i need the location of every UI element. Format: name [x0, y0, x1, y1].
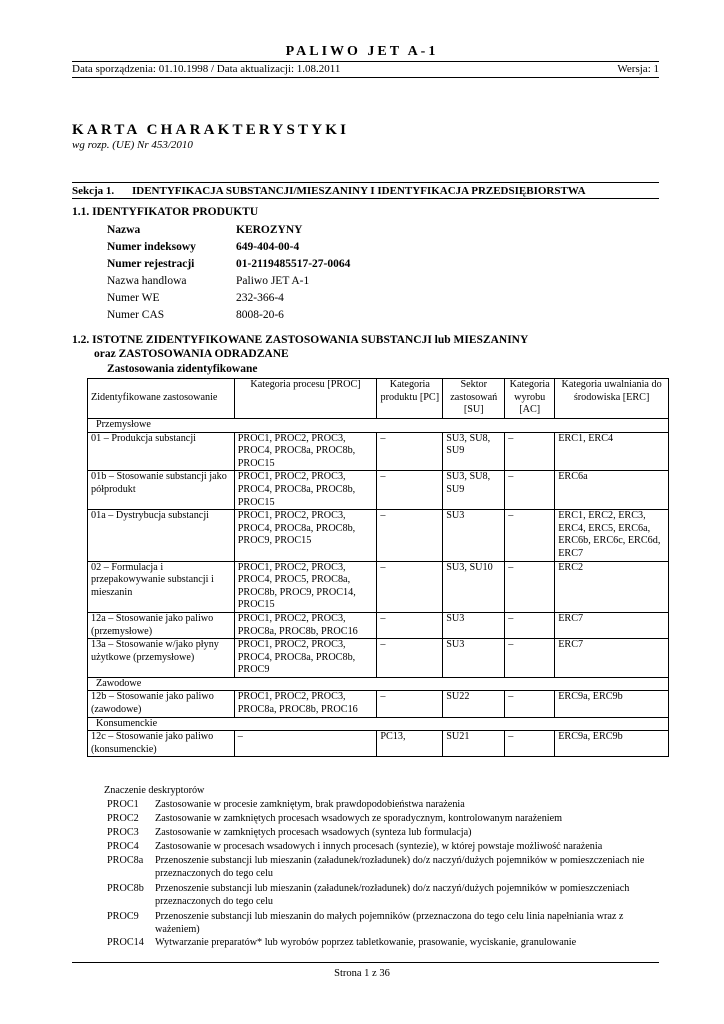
cell-erc: ERC9a, ERC9b: [555, 731, 669, 757]
table-group-row: [88, 419, 669, 433]
descriptor-code: PROC8a: [107, 855, 144, 866]
cell-pc: PC13,: [377, 731, 443, 757]
cell-ac: –: [505, 731, 555, 757]
cell-use: 12b – Stosowanie jako paliwo (zawodowe): [88, 691, 235, 717]
descriptor-code: PROC8b: [107, 883, 144, 894]
column-header-erc: Kategoria uwalniania do środowiska [ERC]: [555, 379, 669, 419]
document-version: Wersja: 1: [617, 63, 659, 75]
identifier-value: 232-366-4: [236, 292, 284, 304]
column-header-ac: Kategoria wyrobu [AC]: [505, 379, 555, 419]
table-row: [88, 471, 669, 510]
cell-erc: ERC9a, ERC9b: [555, 691, 669, 717]
page-number: Strona 1 z 36: [334, 968, 390, 979]
identifier-value: 01-2119485517-27-0064: [236, 258, 351, 270]
section-number: Sekcja 1.: [72, 185, 115, 197]
cell-ac: –: [505, 510, 555, 561]
cell-proc: PROC1, PROC2, PROC3, PROC8a, PROC8b, PROC16: [234, 612, 377, 638]
cell-ac: –: [505, 639, 555, 678]
identifier-heading: 1.1. IDENTYFIKATOR PRODUKTU: [72, 206, 259, 218]
section-heading: [72, 185, 659, 197]
cell-pc: –: [377, 510, 443, 561]
column-header-proc: Kategoria procesu [PROC]: [234, 379, 377, 419]
table-row: [88, 510, 669, 561]
cell-pc: –: [377, 561, 443, 612]
identifier-label: Nazwa: [107, 224, 141, 236]
cell-su: SU3, SU10: [443, 561, 505, 612]
cell-proc: –: [234, 731, 377, 757]
cell-ac: –: [505, 561, 555, 612]
descriptor-text: Przenoszenie substancji lub mieszanin (załadunek/rozładunek) do/z naczyń/dużych pojemników w pomieszczeniach nie przeznaczonych do tego celu: [155, 855, 645, 879]
document-meta: [72, 63, 659, 75]
identifier-value: 649-404-00-4: [236, 241, 300, 253]
descriptor-code: PROC2: [107, 813, 139, 824]
cell-use: 13a – Stosowanie w/jako płyny użytkowe (przemysłowe): [88, 639, 235, 678]
descriptor-text: Przenoszenie substancji lub mieszanin (załadunek/rozładunek) do/z naczyń/dużych pojemników w pomieszczeniach przeznaczonych do tego celu: [155, 883, 630, 907]
descriptor-code: PROC14: [107, 937, 144, 948]
cell-proc: PROC1, PROC2, PROC3, PROC4, PROC8a, PROC8b, PROC15: [234, 471, 377, 510]
table-row: [88, 561, 669, 612]
group-label: Przemysłowe: [88, 419, 669, 433]
cell-erc: ERC7: [555, 639, 669, 678]
identifier-label: Nazwa handlowa: [107, 275, 187, 287]
identifier-label: Numer CAS: [107, 309, 165, 321]
table-group-row: [88, 677, 669, 691]
cell-use: 12c – Stosowanie jako paliwo (konsumenckie): [88, 731, 235, 757]
cell-use: 12a – Stosowanie jako paliwo (przemysłowe): [88, 612, 235, 638]
uses-heading-line2: oraz ZASTOSOWANIA ODRADZANE: [94, 348, 289, 360]
identifier-label: Numer WE: [107, 292, 160, 304]
table-header-row: [88, 379, 669, 419]
cell-proc: PROC1, PROC2, PROC3, PROC8a, PROC8b, PROC16: [234, 691, 377, 717]
table-group-row: [88, 717, 669, 731]
descriptor-code: PROC9: [107, 911, 139, 922]
cell-erc: ERC1, ERC2, ERC3, ERC4, ERC5, ERC6a, ERC6b, ERC6c, ERC6d, ERC7: [555, 510, 669, 561]
cell-pc: –: [377, 639, 443, 678]
table-row: [88, 639, 669, 678]
cell-ac: –: [505, 432, 555, 471]
identifier-value: Paliwo JET A-1: [236, 275, 310, 287]
footer-divider: [72, 962, 659, 963]
cell-use: 01b – Stosowanie substancji jako półprodukt: [88, 471, 235, 510]
descriptors-heading: Znaczenie deskryptorów: [104, 785, 205, 796]
cell-pc: –: [377, 612, 443, 638]
cell-ac: –: [505, 691, 555, 717]
document-dates: Data sporządzenia: 01.10.1998 / Data aktualizacji: 1.08.2011: [72, 63, 341, 75]
cell-su: SU3: [443, 639, 505, 678]
uses-table: [87, 378, 669, 757]
cell-erc: ERC7: [555, 612, 669, 638]
uses-heading-line1: 1.2. ISTOTNE ZIDENTYFIKOWANE ZASTOSOWANIA SUBSTANCJI lub MIESZANINY: [72, 334, 529, 346]
group-label: Zawodowe: [88, 677, 669, 691]
uses-subheading: Zastosowania zidentyfikowane: [107, 363, 258, 375]
section-title: IDENTYFIKACJA SUBSTANCJI/MIESZANINY I IDENTYFIKACJA PRZEDSIĘBIORSTWA: [132, 185, 586, 197]
column-header-use: Zidentyfikowane zastosowanie: [88, 379, 235, 419]
identifier-value: 8008-20-6: [236, 309, 284, 321]
document-subtitle: wg rozp. (UE) Nr 453/2010: [72, 139, 193, 151]
column-header-su: Sektor zastosowań [SU]: [443, 379, 505, 419]
group-label: Konsumenckie: [88, 717, 669, 731]
header-divider: [72, 61, 659, 62]
cell-su: SU22: [443, 691, 505, 717]
table-row: [88, 731, 669, 757]
cell-use: 02 – Formulacja i przepakowywanie substancji i mieszanin: [88, 561, 235, 612]
descriptor-code: PROC1: [107, 799, 139, 810]
table-row: [88, 612, 669, 638]
cell-su: SU3: [443, 510, 505, 561]
document-title: KARTA CHARAKTERYSTYKI: [72, 122, 350, 138]
cell-erc: ERC2: [555, 561, 669, 612]
column-header-pc: Kategoria produktu [PC]: [377, 379, 443, 419]
cell-pc: –: [377, 432, 443, 471]
descriptor-text: Zastosowanie w procesie zamkniętym, brak prawdopodobieństwa narażenia: [155, 799, 465, 810]
cell-su: SU21: [443, 731, 505, 757]
descriptor-code: PROC3: [107, 827, 139, 838]
cell-su: SU3, SU8, SU9: [443, 471, 505, 510]
cell-su: SU3, SU8, SU9: [443, 432, 505, 471]
section-top-divider: [72, 182, 659, 183]
identifier-label: Numer rejestracji: [107, 258, 195, 270]
descriptor-text: Wytwarzanie preparatów* lub wyrobów poprzez tabletkowanie, prasowanie, wyciskanie, granulowanie: [155, 937, 577, 948]
identifier-label: Numer indeksowy: [107, 241, 196, 253]
section-bottom-divider: [72, 198, 659, 199]
cell-proc: PROC1, PROC2, PROC3, PROC4, PROC8a, PROC8b, PROC15: [234, 432, 377, 471]
table-row: [88, 432, 669, 471]
table-row: [88, 691, 669, 717]
cell-proc: PROC1, PROC2, PROC3, PROC4, PROC5, PROC8a, PROC8b, PROC9, PROC14, PROC15: [234, 561, 377, 612]
descriptor-text: Zastosowanie w procesach wsadowych i innych procesach (syntezie), w której powstaje możliwość narażenia: [155, 841, 603, 852]
cell-pc: –: [377, 471, 443, 510]
cell-erc: ERC1, ERC4: [555, 432, 669, 471]
cell-ac: –: [505, 471, 555, 510]
descriptor-text: Zastosowanie w zamkniętych procesach wsadowych (synteza lub formulacja): [155, 827, 472, 838]
identifier-value: KEROZYNY: [236, 224, 303, 236]
cell-use: 01a – Dystrybucja substancji: [88, 510, 235, 561]
cell-proc: PROC1, PROC2, PROC3, PROC4, PROC8a, PROC8b, PROC9, PROC15: [234, 510, 377, 561]
cell-use: 01 – Produkcja substancji: [88, 432, 235, 471]
meta-divider: [72, 77, 659, 78]
cell-ac: –: [505, 612, 555, 638]
cell-su: SU3: [443, 612, 505, 638]
descriptor-code: PROC4: [107, 841, 139, 852]
descriptor-text: Zastosowanie w zamkniętych procesach wsadowych ze sporadycznym, kontrolowanym narażeniem: [155, 813, 563, 824]
descriptor-text: Przenoszenie substancji lub mieszanin do małych pojemników (przeznaczona do tego celu linia napełniania wraz z ważeniem): [155, 911, 624, 935]
document-header-title: PALIWO JET A-1: [285, 44, 439, 59]
cell-proc: PROC1, PROC2, PROC3, PROC4, PROC8a, PROC8b, PROC9: [234, 639, 377, 678]
cell-erc: ERC6a: [555, 471, 669, 510]
cell-pc: –: [377, 691, 443, 717]
